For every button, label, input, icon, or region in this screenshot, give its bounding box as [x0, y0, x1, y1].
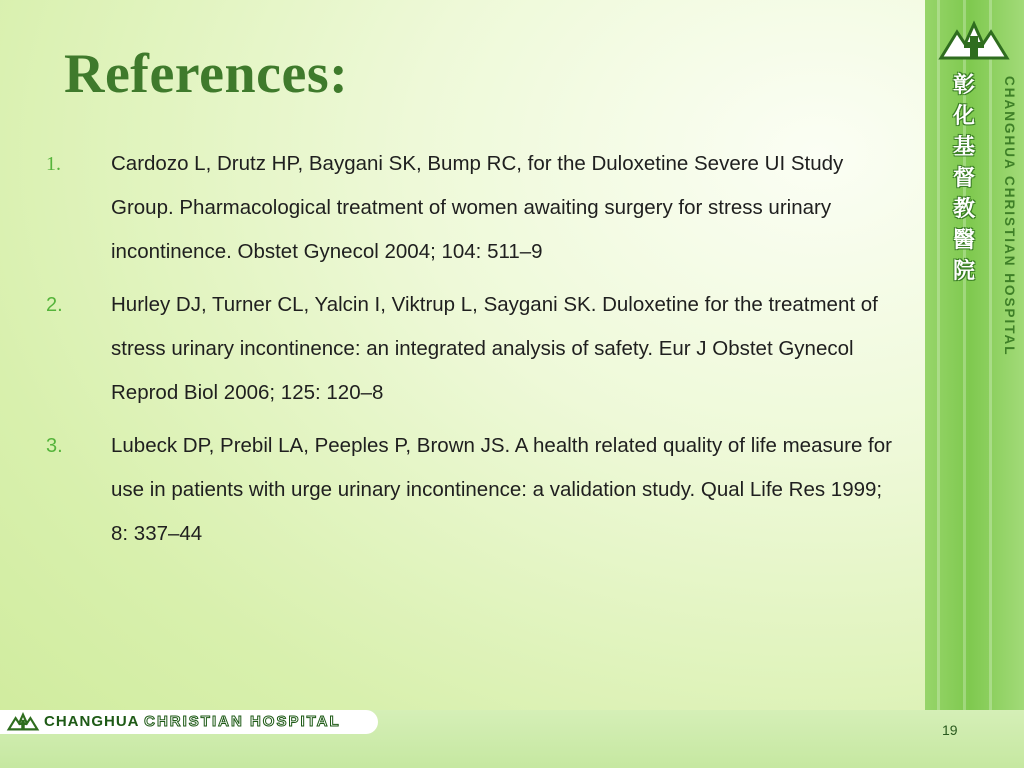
footer-name-outline: CHRISTIAN HOSPITAL	[144, 713, 341, 730]
reference-item	[0, 283, 900, 415]
reference-item	[0, 142, 900, 274]
reference-text: Lubeck DP, Prebil LA, Peeples P, Brown JS. A health related quality of life measure for use in patients with urge urinary incontinence: a validation study. Qual Life Res 1999; 8: 337–44	[111, 434, 892, 545]
reference-number: 2.	[46, 294, 63, 316]
hospital-logo-icon	[6, 712, 40, 737]
chinese-char: 院	[952, 259, 975, 284]
chinese-char: 彰	[952, 73, 975, 98]
hospital-logo-icon	[935, 18, 1013, 69]
chinese-char: 督	[952, 166, 975, 191]
chinese-char: 教	[952, 197, 975, 222]
reference-number: 3.	[46, 435, 63, 457]
footer-hospital-name	[44, 713, 341, 730]
slide-title: References:	[64, 43, 349, 105]
footer	[0, 710, 1024, 768]
reference-text: Hurley DJ, Turner CL, Yalcin I, Viktrup L, Saygani SK. Duloxetine for the treatment of stress urinary incontinence: an integrated analysis of safety. Eur J Obstet Gynecol Reprod Biol 2006; 125: 120–8	[111, 293, 878, 404]
page-number: 19	[942, 722, 958, 738]
reference-item	[0, 424, 900, 556]
chinese-char: 化	[952, 104, 975, 129]
sidebar-chinese-name	[947, 70, 981, 287]
reference-number: 1.	[46, 153, 61, 175]
hospital-sidebar	[925, 0, 1024, 710]
reference-text: Cardozo L, Drutz HP, Baygani SK, Bump RC, for the Duloxetine Severe UI Study Group. Pharmacological treatment of women awaiting surgery for stress urinary incontinence. Obstet Gynecol 2004; 104: 511–9	[111, 152, 844, 263]
reference-list	[0, 142, 900, 556]
chinese-char: 基	[952, 135, 975, 160]
sidebar-english-name	[997, 76, 1017, 406]
chinese-char: 醫	[952, 228, 975, 253]
sidebar-english-name-text: CHANGHUA CHRISTIAN HOSPITAL	[1002, 76, 1017, 357]
footer-name-bold: CHANGHUA	[44, 713, 139, 730]
footer-brand-bar	[0, 710, 378, 734]
